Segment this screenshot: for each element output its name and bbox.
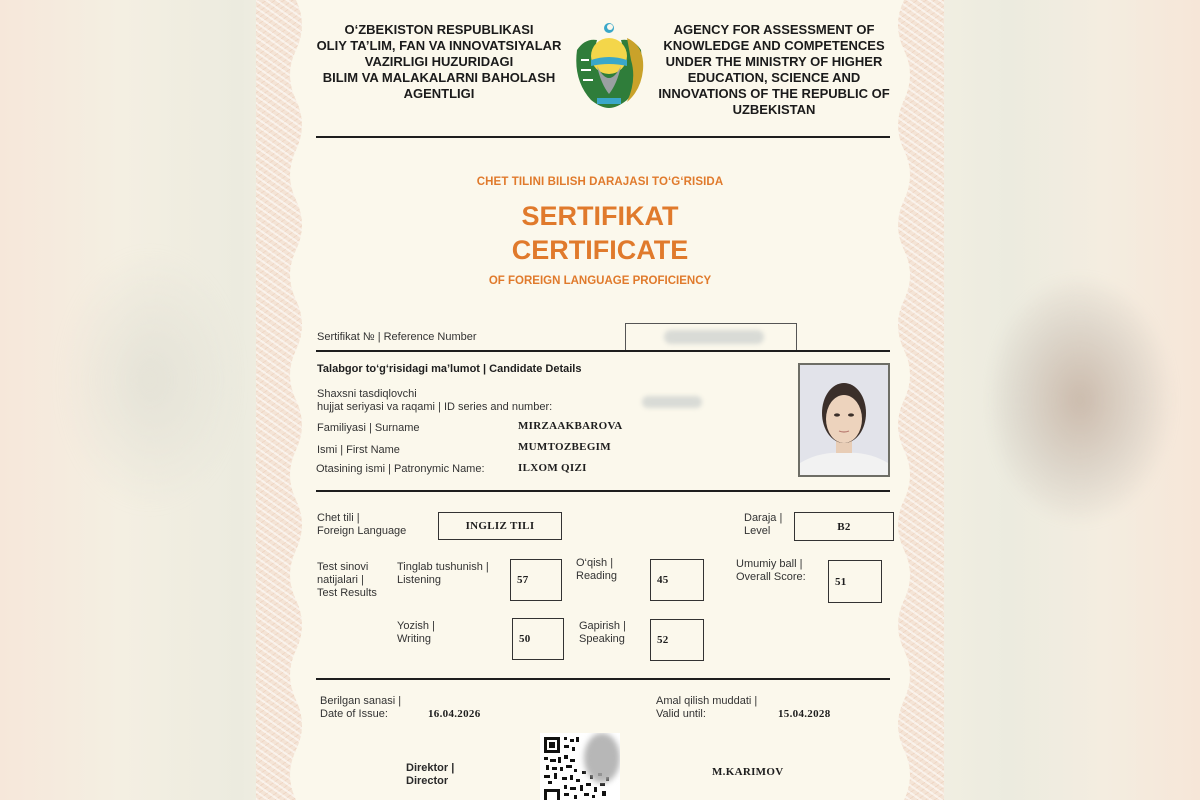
- background-blur-left: [60, 250, 240, 510]
- certificate-header: [302, 20, 898, 130]
- speaking-score-field: [650, 619, 704, 661]
- state-emblem-icon: [567, 20, 651, 112]
- writing-label: Yozish | Writing: [397, 620, 435, 645]
- background-blur-right: [990, 280, 1170, 520]
- surname-label: Familiyasi | Surname: [317, 422, 420, 434]
- foreign-language-value: INGLIZ TILI: [465, 520, 535, 532]
- level-label: Daraja | Level: [744, 512, 783, 537]
- reading-label: O‘qish | Reading: [576, 557, 617, 582]
- overall-score: 51: [835, 575, 847, 588]
- overall-score-field: [828, 560, 882, 603]
- agency-name-uz: O‘ZBEKISTON RESPUBLIKASI OLIY TA’LIM, FAN VA INNOVATSIYALAR VAZIRLIGI HUZURIDAGI BILIM VA MALAKALARNI BAHOLASH AGENTLIGI: [316, 22, 562, 101]
- director-label: Direktor | Director: [406, 762, 455, 787]
- speaking-score: 52: [657, 634, 669, 646]
- patronymic-value: ILXOM QIZI: [518, 462, 587, 474]
- certificate: [256, 0, 944, 800]
- test-results-label: Test sinovi natijalari | Test Results: [317, 561, 377, 599]
- redacted-id-number: [642, 396, 702, 408]
- patronymic-label: Otasining ismi | Patronymic Name:: [316, 463, 485, 475]
- redacted-qr-area: [584, 733, 620, 783]
- valid-until-label: Amal qilish muddati | Valid until:: [656, 695, 758, 720]
- overall-score-label: Umumiy ball | Overall Score:: [736, 558, 806, 583]
- redacted-reference-number: [664, 330, 764, 344]
- speaking-label: Gapirish | Speaking: [579, 620, 626, 645]
- first-name-label: Ismi | First Name: [317, 444, 400, 456]
- candidate-divider: [316, 490, 890, 492]
- issue-date-label: Berilgan sanasi | Date of Issue:: [320, 695, 402, 720]
- candidate-section-title: Talabgor to‘g‘risidagi ma’lumot | Candidate Details: [317, 363, 582, 375]
- portrait-icon: [800, 365, 888, 475]
- header-divider: [316, 136, 890, 138]
- certificate-titles: [302, 176, 898, 287]
- foreign-language-label: Chet tili | Foreign Language: [317, 512, 407, 537]
- qr-code: [540, 733, 620, 800]
- subtitle: OF FOREIGN LANGUAGE PROFICIENCY: [488, 275, 712, 287]
- reading-score-field: [650, 559, 704, 601]
- results-divider: [316, 678, 890, 680]
- surname-value: MIRZAAKBAROVA: [518, 420, 623, 432]
- listening-score-field: [510, 559, 562, 601]
- id-label: Shaxsni tasdiqlovchi hujjat seriyasi va raqami | ID series and number:: [317, 388, 553, 413]
- issue-date-value: 16.04.2026: [428, 708, 481, 720]
- foreign-language-field: [438, 512, 562, 540]
- certificate-body: [302, 0, 898, 800]
- level-field: [794, 512, 894, 541]
- first-name-value: MUMTOZBEGIM: [518, 441, 611, 453]
- title-en: CERTIFICATE: [511, 235, 689, 265]
- writing-score: 50: [519, 633, 531, 645]
- listening-score: 57: [517, 574, 529, 586]
- valid-until-value: 15.04.2028: [778, 708, 831, 720]
- reference-number-label: Sertifikat № | Reference Number: [317, 331, 477, 343]
- pre-title: CHET TILINI BILISH DARAJASI TO‘G‘RISIDA: [476, 176, 724, 188]
- writing-score-field: [512, 618, 564, 660]
- reading-score: 45: [657, 574, 669, 586]
- reference-divider: [316, 350, 890, 352]
- title-uz: SERTIFIKAT: [521, 201, 679, 231]
- listening-label: Tinglab tushunish | Listening: [397, 561, 489, 586]
- level-value: B2: [837, 520, 851, 533]
- agency-name-en: AGENCY FOR ASSESSMENT OF KNOWLEDGE AND COMPETENCES UNDER THE MINISTRY OF HIGHER EDUCATION, SCIENCE AND INNOVATIONS OF THE REPUBLIC OF UZBEKISTAN: [658, 22, 890, 117]
- director-name: M.KARIMOV: [712, 766, 784, 778]
- reference-number-field: [625, 323, 797, 351]
- candidate-photo: [798, 363, 890, 477]
